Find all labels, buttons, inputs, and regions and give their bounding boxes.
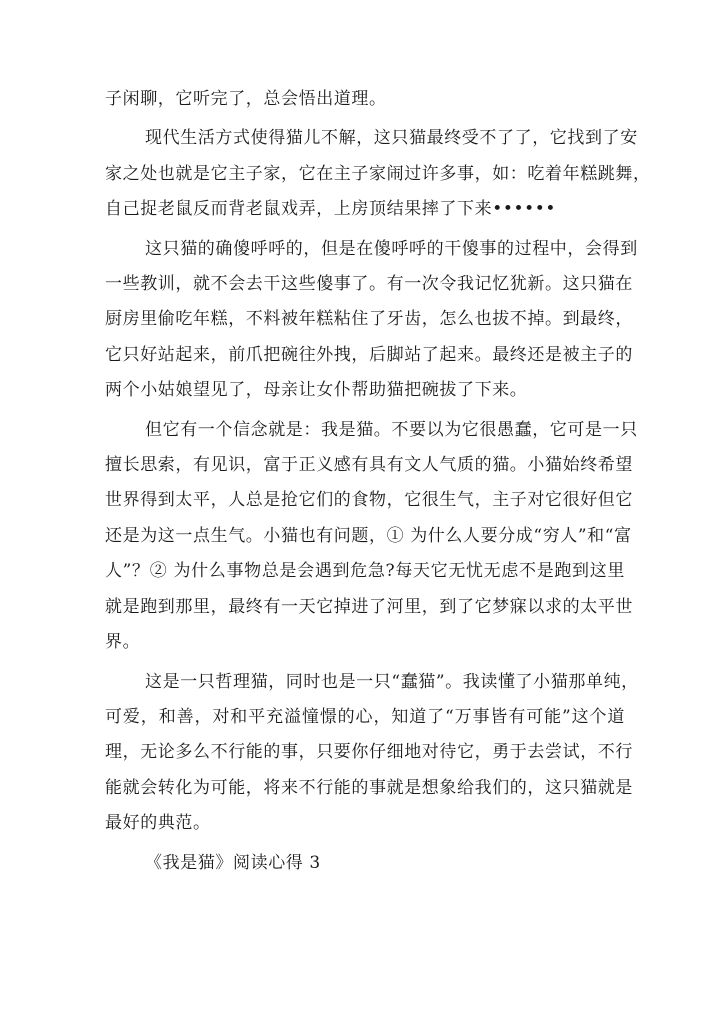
paragraph-1 (105, 82, 625, 117)
paragraph-2 (105, 121, 651, 227)
text-line: 但它有一个信念就是：我是猫。不要以为它很愚蠢，它可是一只 (145, 419, 638, 440)
text-line: 界。 (105, 632, 141, 653)
text-line: 家之处也就是它主子家，它在主子家闹过许多事，如：吃着年糕跳舞， (105, 163, 651, 184)
text-line: 厨房里偷吃年糕，不料被年糕粘住了牙齿，怎么也拔不掉。到最终， (105, 309, 633, 330)
text-line: 还是为这一点生气。小猫也有问题，① 为什么人要分成“穷人”和“富 (105, 525, 632, 546)
text-line: 世界得到太平，人总是抢它们的食物，它很生气，主子对它很好但它 (105, 490, 633, 511)
section-title: 《我是猫》阅读心得 3 (145, 852, 321, 873)
text-line: 两个小姑娘望见了，母亲让女仆帮助猫把碗拔了下来。 (105, 380, 528, 401)
text-line: 它只好站起来，前爪把碗往外拽，后脚站了起来。最终还是被主子的 (105, 344, 633, 365)
text-line: 现代生活方式使得猫儿不解，这只猫最终受不了了，它找到了安 (145, 128, 638, 149)
text-line: 自己捉老鼠反而背老鼠戏弄，上房顶结果摔了下来•••••• (105, 199, 556, 220)
text-line: 子闲聊，它听完了，总会悟出道理。 (105, 89, 387, 109)
text-line: 这是一只哲理猫，同时也是一只“蠢猫”。我读懂了小猫那单纯， (145, 671, 639, 692)
text-line: 最好的典范。 (105, 813, 211, 834)
text-line: 就是跑到那里，最终有一天它掉进了河里，到了它梦寐以求的太平世 (105, 596, 633, 617)
paragraph-4 (105, 413, 638, 661)
text-line: 能就会转化为可能，将来不行能的事就是想象给我们的，这只猫就是 (105, 777, 633, 798)
paragraph-3 (105, 232, 638, 409)
body-text (105, 82, 651, 881)
text-line: 擅长思索，有见识，富于正义感有具有文人气质的猫。小猫始终希望 (105, 455, 633, 476)
text-line: 人”？② 为什么事物总是会遇到危急?每天它无忧无虑不是跑到这里 (105, 561, 625, 582)
text-line: 这只猫的确傻呼呼的，但是在傻呼呼的干傻事的过程中，会得到 (145, 238, 638, 259)
paragraph-5 (105, 665, 639, 842)
text-line: 一些教训，就不会去干这些傻事了。有一次令我记忆犹新。这只猫在 (105, 274, 633, 295)
text-line: 可爱，和善，对和平充溢憧憬的心，知道了“万事皆有可能”这个道 (105, 706, 625, 727)
text-line: 理，无论多么不行能的事，只要你仔细地对待它，勇于去尝试，不行 (105, 742, 633, 763)
